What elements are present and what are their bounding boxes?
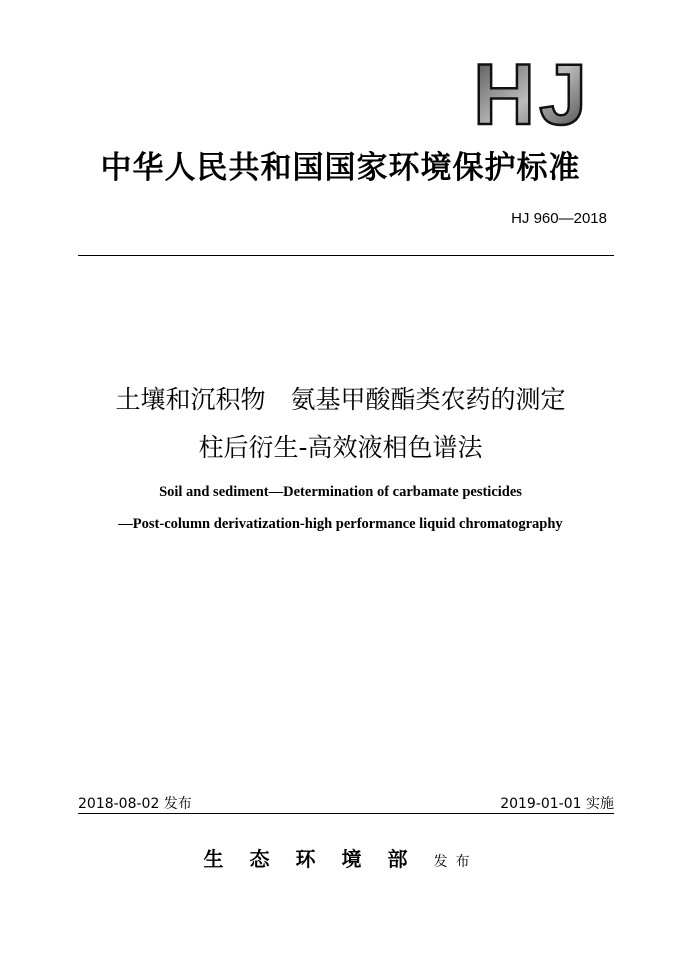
- standard-number: HJ 960—2018: [511, 210, 607, 227]
- top-divider: [78, 255, 614, 256]
- logo-text: HJ: [473, 56, 591, 130]
- bottom-divider: [78, 813, 614, 814]
- publish-date: 2018-08-02 发布: [78, 796, 192, 812]
- issuer: [0, 843, 681, 872]
- issuer-name: 生态环境部: [203, 847, 434, 871]
- chinese-title-line-1: 土壤和沉积物 氨基甲酸酯类农药的测定: [115, 385, 566, 414]
- org-title: 中华人民共和国国家环境保护标准: [100, 150, 581, 186]
- implementation-date: 2019-01-01 实施: [500, 796, 614, 812]
- english-title-line-1: Soil and sediment—Determination of carbamate pesticides: [159, 484, 522, 500]
- issuer-suffix: 发布: [433, 854, 478, 870]
- hj-logo: [462, 56, 602, 130]
- chinese-title-line-2: 柱后衍生-高效液相色谱法: [198, 433, 483, 462]
- english-title-line-2: —Post-column derivatization-high performance liquid chromatography: [118, 516, 563, 532]
